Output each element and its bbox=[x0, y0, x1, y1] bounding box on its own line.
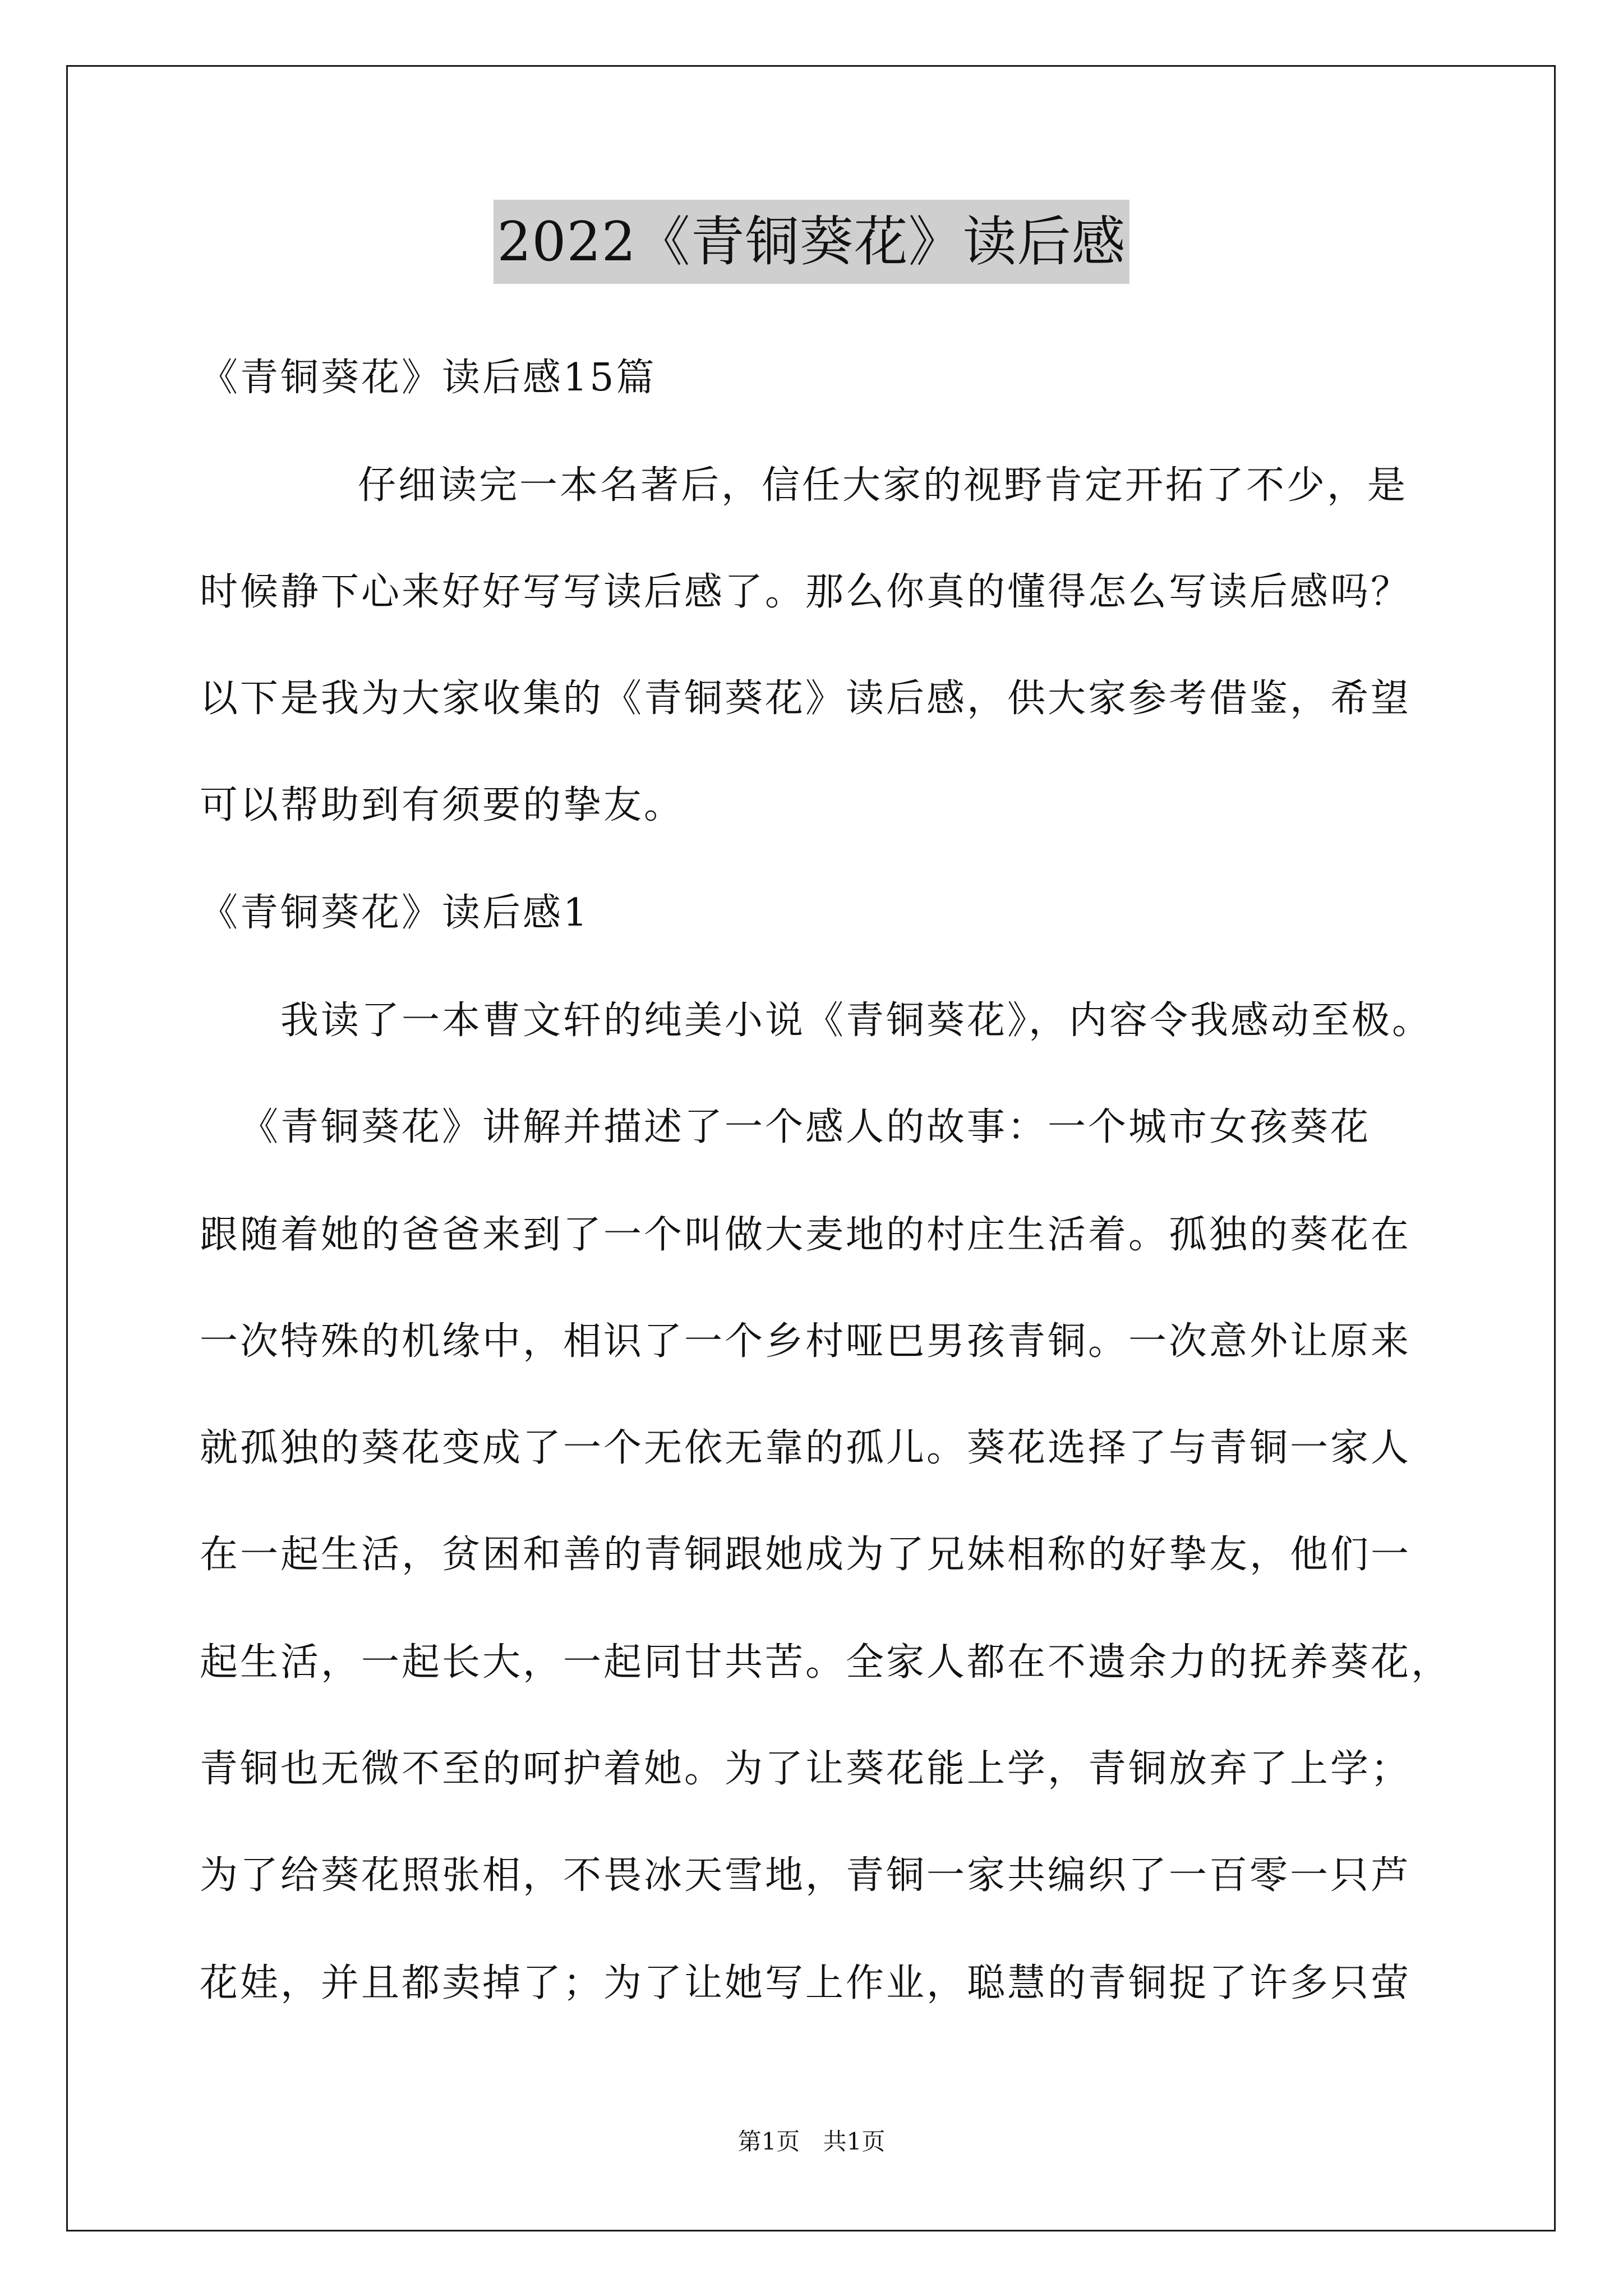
paragraph-2-line-1: 《青铜葵花》讲解并描述了一个感人的故事：一个城市女孩葵花 bbox=[240, 1105, 1371, 1149]
paragraph-1: 我读了一本曹文轩的纯美小说《青铜葵花》，内容令我感动至极。 bbox=[280, 999, 1433, 1043]
intro-line-3: 以下是我为大家收集的《青铜葵花》读后感，供大家参考借鉴，希望 bbox=[200, 677, 1412, 721]
document-subtitle: 《青铜葵花》读后感15篇 bbox=[200, 356, 657, 400]
paragraph-2-line-6: 起生活，一起长大，一起同甘共苦。全家人都在不遗余力的抚养葵花， bbox=[200, 1640, 1452, 1685]
intro-line-2: 时候静下心来好好写写读后感了。那么你真的懂得怎么写读后感吗？ bbox=[200, 570, 1412, 614]
page-number: 第1页 bbox=[737, 2128, 800, 2155]
page-total: 共1页 bbox=[823, 2128, 886, 2155]
paragraph-2-line-8: 为了给葵花照张相，不畏冰天雪地，青铜一家共编织了一百零一只芦 bbox=[200, 1853, 1412, 1898]
paragraph-2-line-3: 一次特殊的机缘中，相识了一个乡村哑巴男孩青铜。一次意外让原来 bbox=[200, 1319, 1412, 1364]
paragraph-2-line-2: 跟随着她的爸爸来到了一个叫做大麦地的村庄生活着。孤独的葵花在 bbox=[200, 1213, 1412, 1257]
paragraph-2-line-7: 青铜也无微不至的呵护着她。为了让葵花能上学，青铜放弃了上学； bbox=[200, 1747, 1412, 1791]
document-title: 2022《青铜葵花》读后感 bbox=[494, 200, 1129, 284]
intro-line-1: 仔细读完一本名著后，信任大家的视野肯定开拓了不少，是 bbox=[358, 463, 1408, 508]
paragraph-2-line-4: 就孤独的葵花变成了一个无依无靠的孤儿。葵花选择了与青铜一家人 bbox=[200, 1426, 1412, 1470]
page-footer bbox=[0, 2125, 1623, 2159]
paragraph-2-line-5: 在一起生活，贫困和善的青铜跟她成为了兄妹相称的好挚友，他们一 bbox=[200, 1533, 1412, 1577]
paragraph-2-line-9: 花娃，并且都卖掉了；为了让她写上作业，聪慧的青铜捉了许多只萤 bbox=[200, 1961, 1412, 2005]
section-heading: 《青铜葵花》读后感1 bbox=[200, 891, 590, 935]
intro-line-4: 可以帮助到有须要的挚友。 bbox=[200, 783, 685, 827]
title-container bbox=[0, 200, 1623, 284]
